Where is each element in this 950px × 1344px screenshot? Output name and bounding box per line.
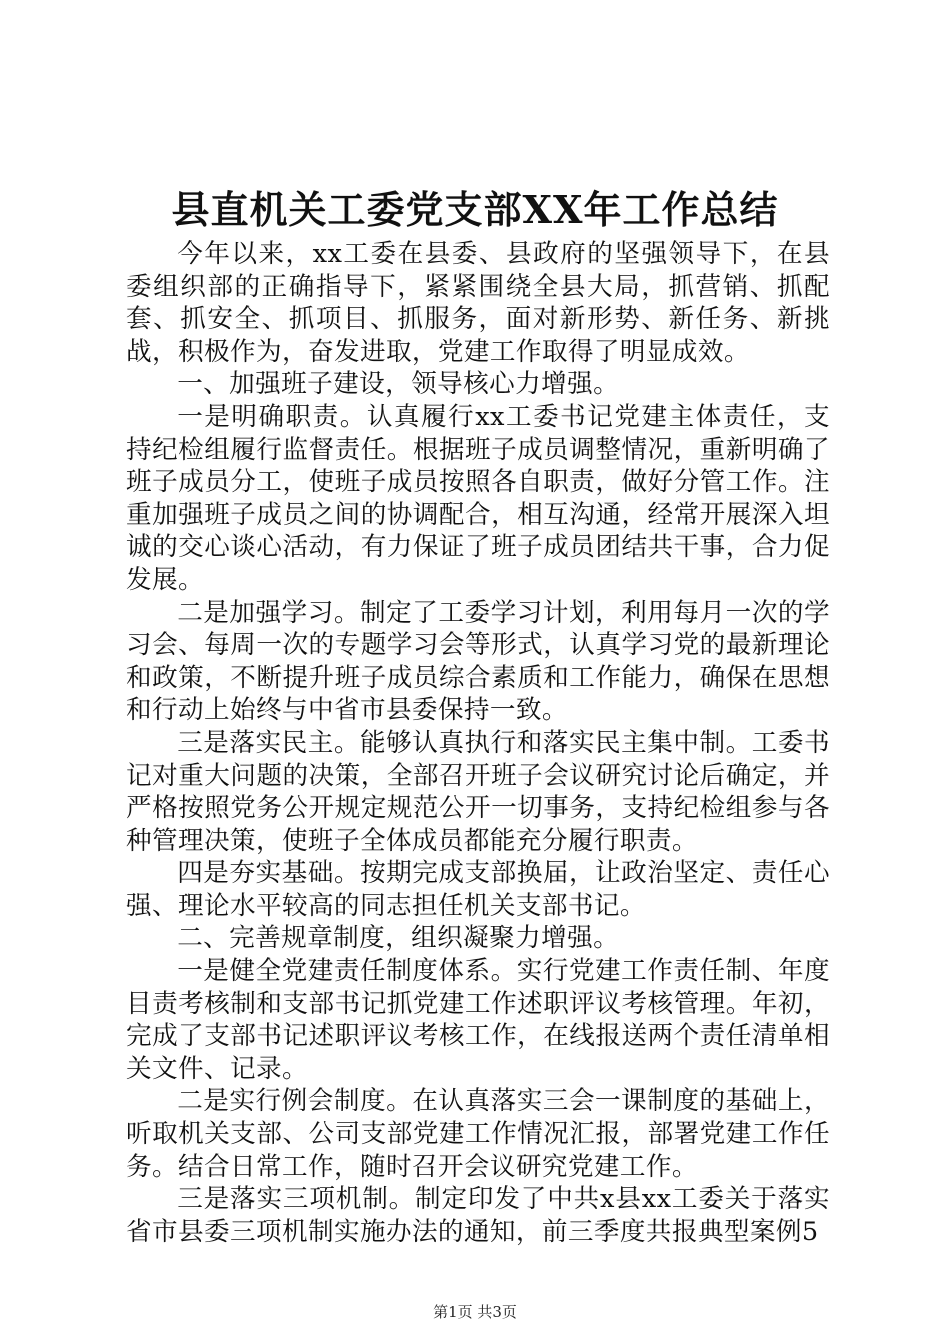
document-title: 县直机关工委党支部XX年工作总结 (171, 187, 779, 232)
paragraph-duty: 一是明确职责。认真履行xx工委书记党建主体责任，支持纪检组履行监督责任。根据班子成员调整情况，重新明确了班子成员分工，使班子成员按照各自职责，做好分管工作。注重加强班子成员之间的协调配合，相互沟通，经常开展深入坦诚的交心谈心活动，有力保证了班子成员团结共干事，合力促发展。 (126, 401, 830, 595)
section-heading-1: 一、加强班子建设，领导核心力增强。 (177, 369, 620, 400)
paragraph-foundation: 四是夯实基础。按期完成支部换届，让政治坚定、责任心强、理论水平较高的同志担任机关支部书记。 (126, 858, 830, 921)
page-footer: 第1页 共3页 (433, 1303, 517, 1321)
paragraph-three-mechanisms: 三是落实三项机制。制定印发了中共x县xx工委关于落实省市县委三项机制实施办法的通知，前三季度共报典型案例5 (126, 1184, 830, 1247)
paragraph-intro: 今年以来，xx工委在县委、县政府的坚强领导下，在县委组织部的正确指导下，紧紧围绕全县大局，抓营销、抓配套、抓安全、抓项目、抓服务，面对新形势、新任务、新挑战，积极作为，奋发进取，党建工作取得了明显成效。 (126, 239, 830, 367)
paragraph-responsibility-system: 一是健全党建责任制度体系。实行党建工作责任制、年度目责考核制和支部书记抓党建工作述职评议考核管理。年初，完成了支部书记述职评议考核工作，在线报送两个责任清单相关文件、记录。 (126, 956, 830, 1084)
paragraph-meeting-system: 二是实行例会制度。在认真落实三会一课制度的基础上，听取机关支部、公司支部党建工作情况汇报，部署党建工作任务。结合日常工作，随时召开会议研究党建工作。 (126, 1086, 830, 1182)
paragraph-democracy: 三是落实民主。能够认真执行和落实民主集中制。工委书记对重大问题的决策，全部召开班子会议研究讨论后确定，并严格按照党务公开规定规范公开一切事务，支持纪检组参与各种管理决策，使班子全体成员都能充分履行职责。 (126, 727, 830, 856)
paragraph-study: 二是加强学习。制定了工委学习计划，利用每月一次的学习会、每周一次的专题学习会等形式，认真学习党的最新理论和政策，不断提升班子成员综合素质和工作能力，确保在思想和行动上始终与中省市县委保持一致。 (126, 597, 830, 726)
document-body (126, 238, 830, 1248)
section-heading-2: 二、完善规章制度，组织凝聚力增强。 (177, 923, 620, 954)
